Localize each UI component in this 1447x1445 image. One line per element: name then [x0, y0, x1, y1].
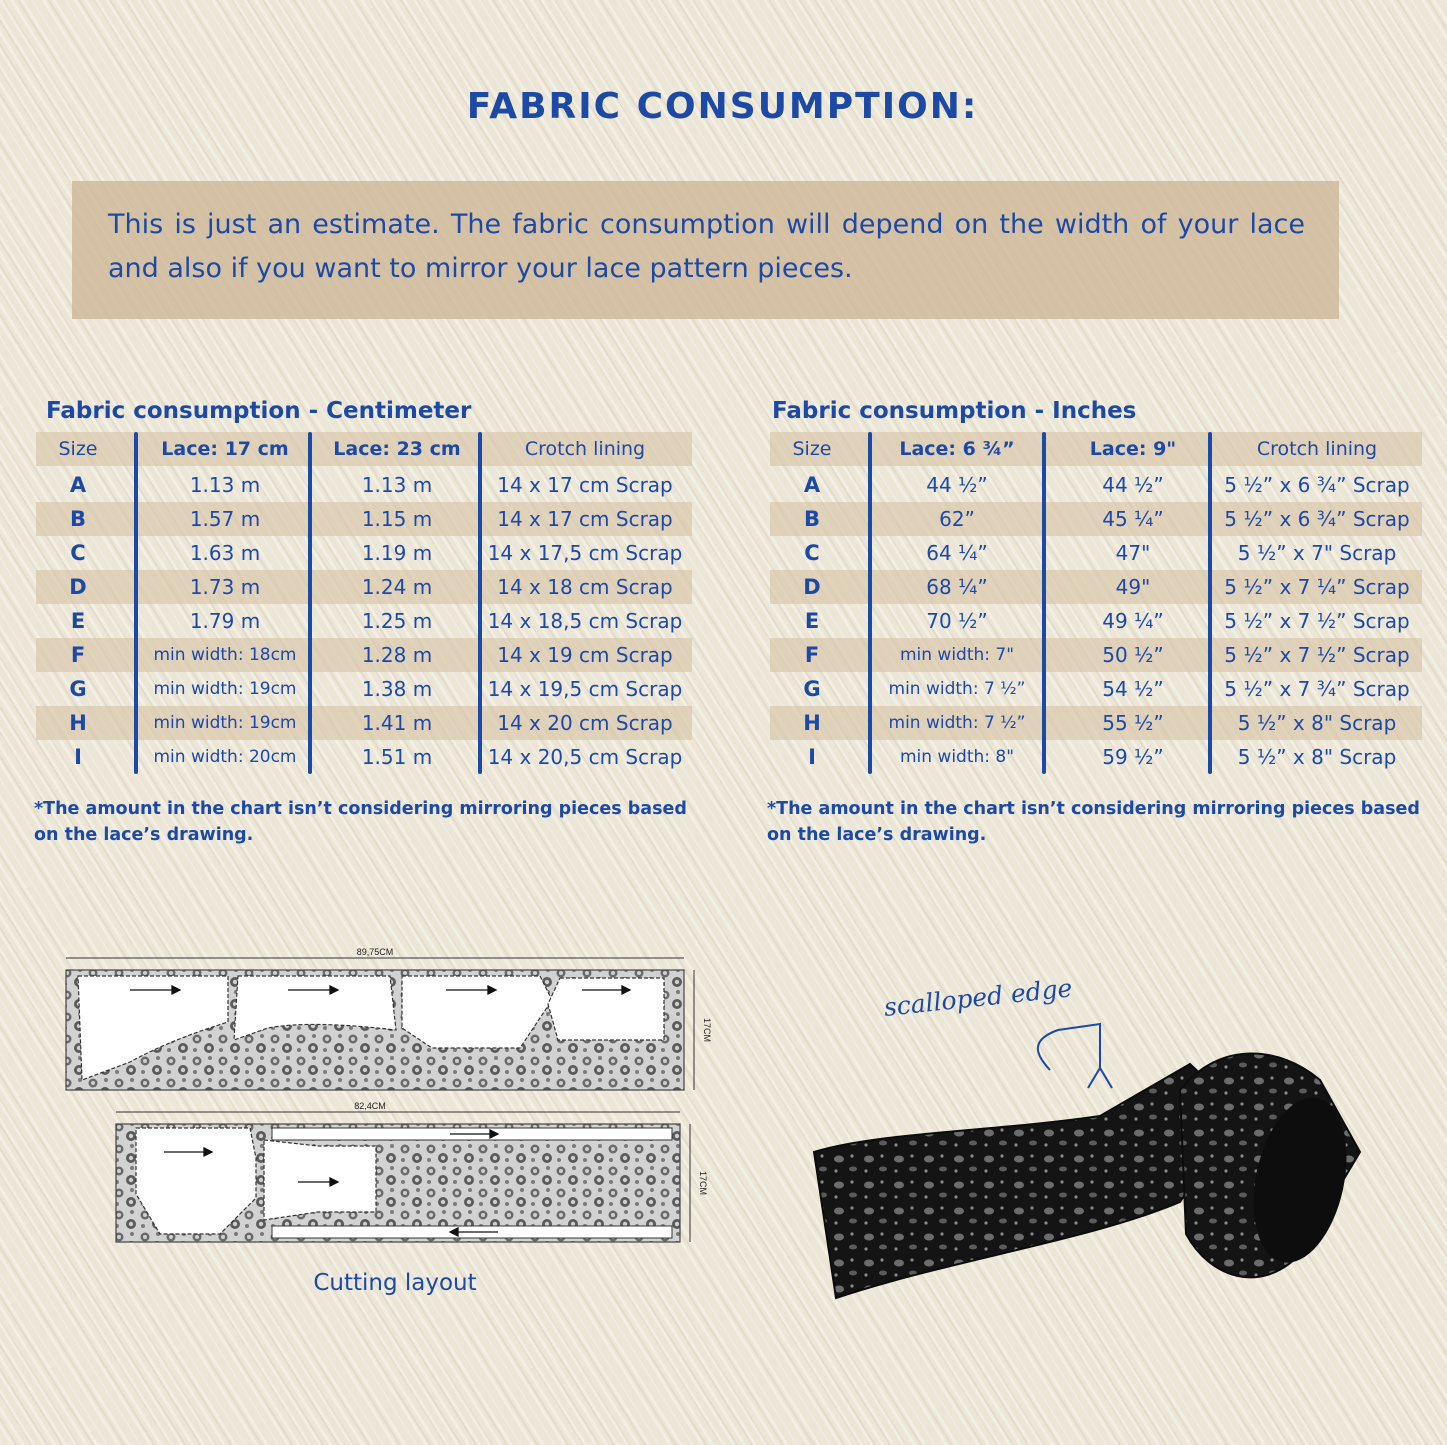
table-cell: 1.51 m	[361, 745, 433, 769]
cutting-layout-caption: Cutting layout	[313, 1270, 477, 1296]
table-cell: 44 ½”	[1102, 473, 1164, 497]
table-cell: 1.79 m	[189, 609, 261, 633]
table-cell: H	[69, 711, 87, 735]
table-cell: D	[69, 575, 87, 599]
column-divider	[308, 432, 312, 774]
table-cell: 1.13 m	[189, 473, 261, 497]
lace-roll-image	[800, 1020, 1370, 1330]
table-cell: H	[803, 711, 821, 735]
column-header: Lace: 23 cm	[333, 438, 461, 460]
table-cell: min width: 7 ½”	[888, 679, 1026, 699]
table-cell: 47"	[1115, 541, 1151, 565]
table-cell: 49"	[1115, 575, 1151, 599]
table-cell: min width: 7 ½”	[888, 713, 1026, 733]
table-cell: 59 ½”	[1102, 745, 1164, 769]
table-cell: 1.15 m	[361, 507, 433, 531]
table-cell: 5 ½” x 7 ½” Scrap	[1224, 609, 1410, 633]
table-cell: B	[803, 507, 820, 531]
table-cell: C	[70, 541, 86, 565]
table-cell: I	[74, 745, 82, 769]
table-cell: E	[70, 609, 86, 633]
table-cell: 1.19 m	[361, 541, 433, 565]
table-cell: D	[803, 575, 821, 599]
column-header: Lace: 9"	[1089, 438, 1177, 460]
table-cell: 5 ½” x 6 ¾” Scrap	[1224, 473, 1410, 497]
table-cell: I	[808, 745, 816, 769]
table-cell: 1.63 m	[189, 541, 261, 565]
table-cell: 14 x 17 cm Scrap	[497, 507, 673, 531]
table-cell: 70 ½”	[926, 609, 988, 633]
column-header: Lace: 6 ¾”	[899, 438, 1015, 460]
intro-text: This is just an estimate. The fabric consumption will depend on the width of your lace and also if you want to mirror your lace pattern pieces.	[108, 209, 1305, 284]
column-header: Lace: 17 cm	[161, 438, 289, 460]
column-header: Crotch lining	[1256, 438, 1378, 460]
table-cell: min width: 18cm	[153, 645, 297, 665]
table-cell: E	[804, 609, 820, 633]
table-cell: 14 x 20,5 cm Scrap	[487, 745, 683, 769]
table-cell: min width: 8"	[899, 747, 1015, 767]
cm-table	[36, 432, 692, 772]
cutting-layout-diagram	[60, 944, 710, 1264]
bottom-height-label: 17CM	[698, 1170, 708, 1196]
in-table-note: *The amount in the chart isn’t considering mirroring pieces based on the lace’s drawing.	[767, 799, 1420, 845]
table-cell: 14 x 18,5 cm Scrap	[487, 609, 683, 633]
table-cell: 14 x 19 cm Scrap	[497, 643, 673, 667]
page-title: FABRIC CONSUMPTION:	[466, 86, 979, 127]
table-cell: 54 ½”	[1102, 677, 1164, 701]
table-cell: G	[69, 677, 87, 701]
table-cell: 1.25 m	[361, 609, 433, 633]
table-cell: 1.73 m	[189, 575, 261, 599]
table-cell: min width: 19cm	[153, 713, 297, 733]
pattern-piece	[264, 1140, 376, 1220]
table-cell: C	[804, 541, 820, 565]
column-header: Crotch lining	[524, 438, 646, 460]
table-cell: 14 x 17,5 cm Scrap	[487, 541, 683, 565]
table-cell: 49 ¼”	[1102, 609, 1164, 633]
table-cell: 1.57 m	[189, 507, 261, 531]
pattern-piece	[548, 978, 664, 1040]
lace-ribbon	[814, 1064, 1240, 1298]
table-cell: 1.41 m	[361, 711, 433, 735]
top-height-label: 17CM	[702, 1017, 712, 1043]
in-table	[770, 432, 1422, 772]
column-divider	[1042, 432, 1046, 774]
column-divider	[478, 432, 482, 774]
column-header: Size	[792, 438, 832, 460]
table-cell: A	[803, 473, 821, 497]
table-cell: 44 ½”	[926, 473, 988, 497]
table-cell: 14 x 17 cm Scrap	[497, 473, 673, 497]
table-cell: 62”	[939, 507, 975, 531]
cm-table-title: Fabric consumption - Centimeter	[46, 398, 472, 424]
table-cell: 1.24 m	[361, 575, 433, 599]
table-cell: 68 ¼”	[926, 575, 988, 599]
column-divider	[134, 432, 138, 774]
column-divider	[868, 432, 872, 774]
bottom-width-label: 82,4CM	[354, 1101, 386, 1111]
table-cell: 1.38 m	[361, 677, 433, 701]
table-cell: 1.13 m	[361, 473, 433, 497]
table-cell: min width: 19cm	[153, 679, 297, 699]
column-header: Size	[58, 438, 98, 460]
table-cell: min width: 7"	[899, 645, 1015, 665]
table-cell: 5 ½” x 8" Scrap	[1237, 745, 1397, 769]
table-cell: 55 ½”	[1102, 711, 1164, 735]
table-cell: F	[70, 643, 86, 667]
table-cell: F	[804, 643, 820, 667]
table-cell: 14 x 20 cm Scrap	[497, 711, 673, 735]
column-divider	[1208, 432, 1212, 774]
table-cell: 5 ½” x 7 ½” Scrap	[1224, 643, 1410, 667]
table-cell: 1.28 m	[361, 643, 433, 667]
table-cell: B	[69, 507, 86, 531]
table-cell: 5 ½” x 8" Scrap	[1237, 711, 1397, 735]
arrow-head-icon	[1088, 1068, 1112, 1088]
table-cell: 5 ½” x 7" Scrap	[1237, 541, 1397, 565]
intro-box	[72, 181, 1339, 319]
scalloped-edge-label: scalloped edge	[882, 973, 1074, 1022]
table-cell: A	[69, 473, 87, 497]
table-cell: 5 ½” x 7 ¼” Scrap	[1224, 575, 1410, 599]
table-cell: 5 ½” x 7 ¾” Scrap	[1224, 677, 1410, 701]
in-table-title: Fabric consumption - Inches	[772, 398, 1137, 424]
arrow-line	[1038, 1024, 1100, 1070]
table-cell: G	[803, 677, 821, 701]
cm-table-note: *The amount in the chart isn’t considering mirroring pieces based on the lace’s drawing.	[34, 799, 687, 845]
table-cell: 5 ½” x 6 ¾” Scrap	[1224, 507, 1410, 531]
table-cell: 14 x 18 cm Scrap	[497, 575, 673, 599]
table-cell: 45 ¼”	[1102, 507, 1164, 531]
table-cell: 14 x 19,5 cm Scrap	[487, 677, 683, 701]
table-cell: 64 ¼”	[926, 541, 988, 565]
top-width-label: 89,75CM	[356, 947, 394, 957]
table-cell: 50 ½”	[1102, 643, 1164, 667]
table-cell: min width: 20cm	[153, 747, 297, 767]
